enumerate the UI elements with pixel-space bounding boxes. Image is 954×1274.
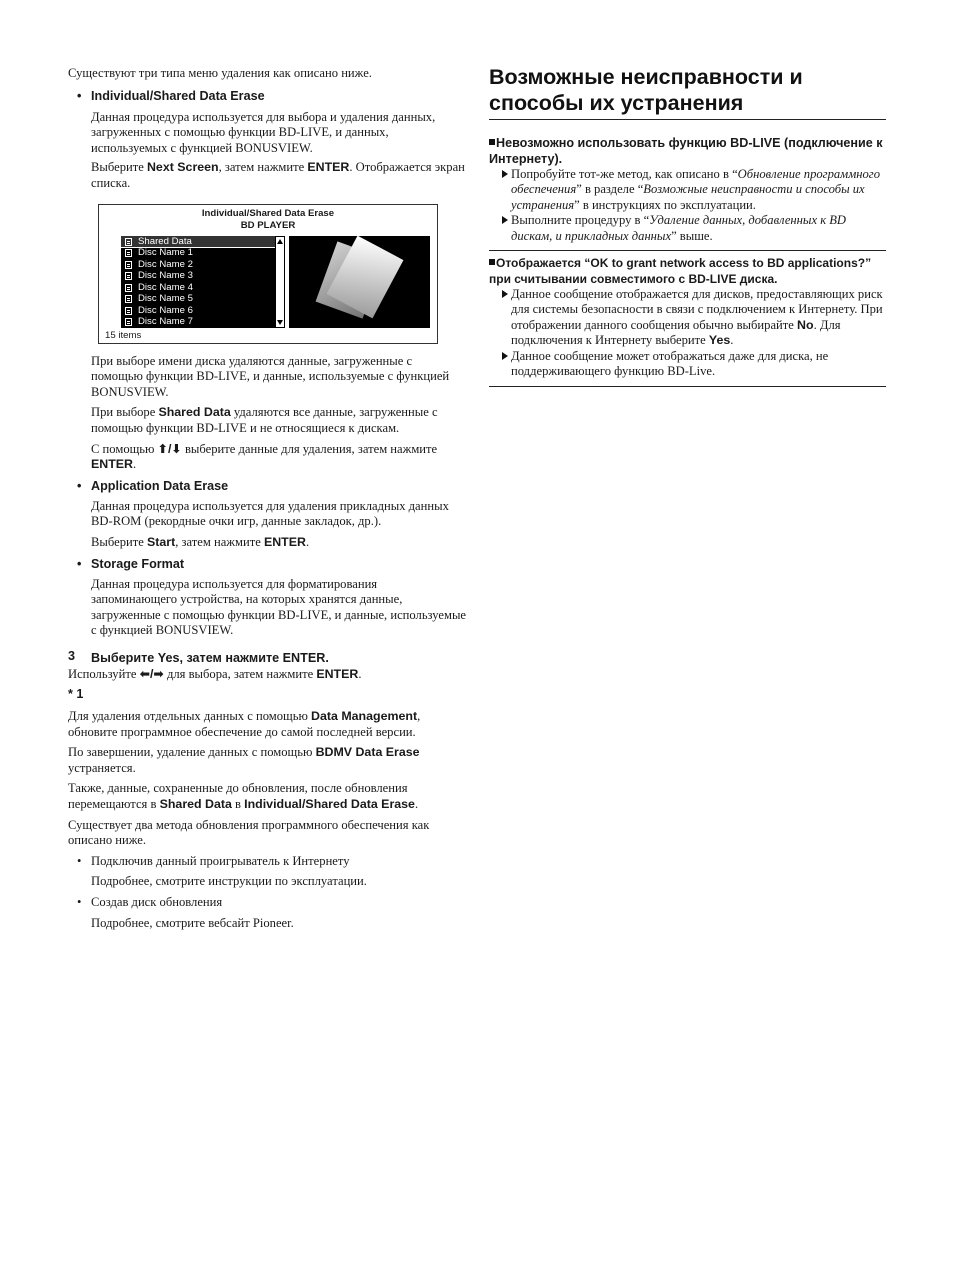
step-title: Выберите Yes, затем нажмите ENTER.	[91, 650, 329, 665]
step-3-instruction: Используйте ⬅/➡ для выбора, затем нажмите ENTER.	[68, 666, 362, 681]
bullet-dot: •	[77, 895, 82, 909]
after-screen-p2: При выборе Shared Data удаляются все данные, загруженные с помощью функции BD-LIVE и не относящиеся к дискам.	[91, 405, 438, 435]
disc-icon	[125, 238, 132, 246]
square-bullet-icon	[489, 259, 495, 265]
after-screen-p3: С помощью ⬆/⬇ выберите данные для удаления, затем нажмите ENTER.	[91, 441, 438, 472]
triangle-bullet-icon	[502, 352, 508, 360]
list-item: • Создав диск обновления	[77, 895, 223, 909]
intro-text: Существуют три типа меню удаления как описано ниже.	[68, 66, 372, 80]
divider	[489, 386, 886, 387]
item-individual-shared-heading	[68, 88, 466, 104]
note-p3: Также, данные, сохраненные до обновления, после обновления перемещаются в Shared Data в Individual/Shared Data Erase.	[68, 781, 419, 812]
disc-icon	[125, 318, 132, 326]
items-count: 15 items	[105, 329, 142, 341]
after-screen-p1: При выборе имени диска удаляются данные, загруженные с помощью функции BD-LIVE, и данные, используемые с функцией BONUSVIEW.	[91, 353, 450, 399]
bullet-dot: •	[77, 556, 82, 571]
step-3-heading	[68, 649, 466, 667]
list-item: Данное сообщение отображается для дисков, предоставляющих риск для системы безопасности в связи с подключением к Интернету. При отображении данного сообщения обычно выбирайте No. Для подключения к Интернету выберите Yes.	[489, 287, 887, 349]
triangle-bullet-icon	[502, 290, 508, 298]
list-item: Данное сообщение может отображаться даже для диска, не поддерживающего функцию BD-Live.	[489, 349, 887, 380]
section-title: Невозможно использовать функцию BD-LIVE (подключение к Интернету).	[489, 136, 883, 166]
item-title: Individual/Shared Data Erase	[91, 88, 265, 103]
list-item: Shared Data	[121, 236, 285, 248]
list-item: Попробуйте тот-же метод, как описано в “Обновление программного обеспечения” в разделе “Возможные неисправности и способы их устранения” в инструкциях по эксплуатации.	[489, 167, 887, 213]
section-title: Отображается “OK to grant network access to BD applications?” при считывании совместимого с BD-LIVE диска.	[489, 256, 872, 286]
item-application-select: Выберите Start, затем нажмите ENTER.	[91, 534, 310, 549]
list-item: • Подключив данный проигрыватель к Интернету	[77, 853, 350, 868]
list-item-sub: Подробнее, смотрите инструкции по эксплуатации.	[91, 874, 367, 889]
item-storage-desc: Данная процедура используется для форматирования запоминающего устройства, на которых хранятся данные, загруженные с помощью функции BD-LIVE, и данные, используемые с функцией BONUSVIEW.	[91, 576, 467, 638]
scroll-up-icon	[277, 239, 283, 244]
step-number: 3	[68, 648, 76, 663]
list-item-sub: Подробнее, смотрите вебсайт Pioneer.	[91, 915, 294, 930]
preview-image	[289, 236, 430, 328]
item-individual-shared-desc: Данная процедура используется для выбора и удаления данных, загруженных с помощью функции BD-LIVE, и данных, используемых с функцией BONUSVIEW.	[91, 109, 436, 155]
list-scrollbar	[275, 236, 285, 328]
triangle-bullet-icon	[502, 216, 508, 224]
left-column	[68, 66, 466, 931]
note-p4: Существует два метода обновления программного обеспечения как описано ниже.	[68, 817, 430, 848]
screen-illustration	[98, 204, 438, 344]
list-item: Disc Name 7	[121, 316, 285, 328]
item-title: Application Data Erase	[91, 478, 229, 493]
item-application-heading	[68, 478, 466, 494]
list-item: Disc Name 2	[121, 259, 285, 271]
bullet-dot: •	[77, 853, 82, 868]
scroll-down-icon	[277, 320, 283, 325]
list-item: Disc Name 1	[121, 247, 285, 259]
divider	[489, 250, 886, 251]
note-p1: Для удаления отдельных данных с помощью Data Management, обновите программное обеспечение до самой последней версии.	[68, 709, 421, 739]
disc-icon	[125, 295, 132, 303]
note-p2: По завершении, удаление данных с помощью BDMV Data Erase устраняется.	[68, 745, 420, 775]
right-column	[489, 64, 887, 387]
left-right-arrows-icon: ⬅/➡	[139, 666, 164, 681]
disc-icon	[125, 284, 132, 292]
disc-icon	[125, 261, 132, 269]
list-item: Disc Name 4	[121, 282, 285, 294]
list-item: Disc Name 6	[121, 305, 285, 317]
triangle-bullet-icon	[502, 170, 508, 178]
item-application-desc: Данная процедура используется для удаления прикладных данных BD-ROM (рекордные очки игр, данные закладок, др.).	[91, 498, 449, 529]
screen-title: Individual/Shared Data Erase	[201, 207, 335, 219]
up-down-arrows-icon: ⬆/⬇	[157, 441, 182, 456]
square-bullet-icon	[489, 139, 495, 145]
divider	[489, 119, 886, 120]
note-mark: * 1	[68, 687, 84, 702]
item-individual-shared-select: Выберите Next Screen, затем нажмите ENTER. Отображается экран списка.	[91, 160, 465, 190]
disc-icon	[125, 249, 132, 257]
list-item: Disc Name 3	[121, 270, 285, 282]
list-item: Выполните процедуру в “Удаление данных, добавленных к BD дискам, и прикладных данных” выше.	[489, 213, 887, 244]
page-title: Возможные неисправности и способы их устранения	[489, 65, 803, 115]
bullet-dot: •	[77, 478, 82, 493]
bullet-dot: •	[77, 88, 82, 103]
list-item: Disc Name 5	[121, 293, 285, 305]
disc-icon	[125, 307, 132, 315]
item-title: Storage Format	[91, 556, 185, 571]
screen-subtitle: BD PLAYER	[240, 219, 296, 231]
item-storage-heading	[68, 556, 466, 572]
disc-icon	[125, 272, 132, 280]
disc-list	[121, 236, 285, 328]
